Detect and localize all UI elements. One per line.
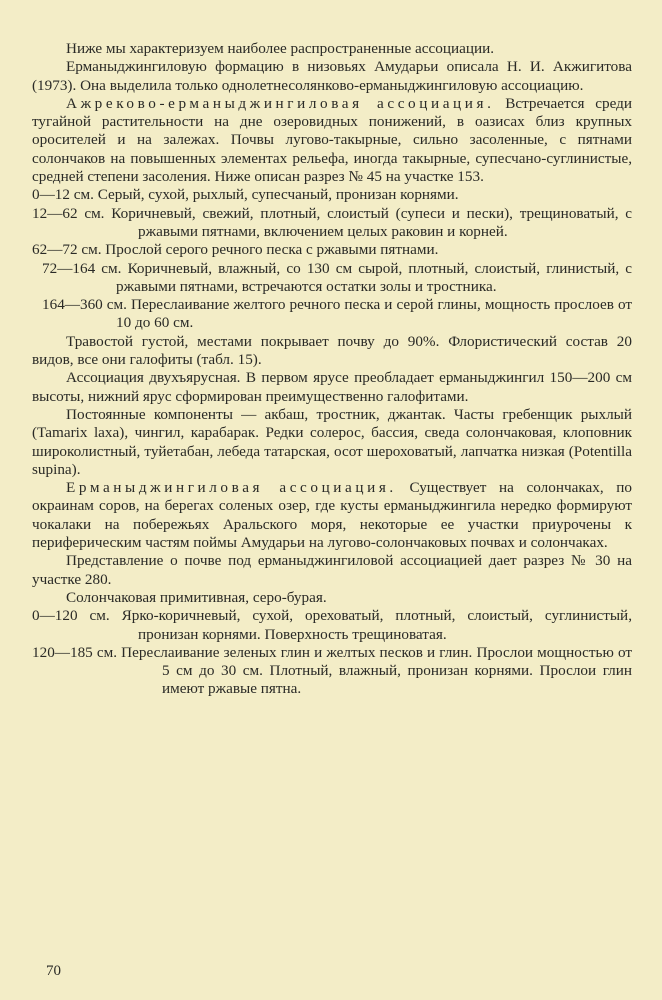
association-heading-erman: Ерманыджингиловая ассоциация.: [66, 479, 397, 497]
paragraph-components: Постоянные компоненты — акбаш, тростник, джантак. Часты гребенщик рыхлый (Tamarix laxa), чингил, карабарак. Редки солерос, бассия, сведа солончаковая, клоповник широколистный, туйетабан, лебеда татарская, осот шероховатый, лапчатка низкая (Potentilla supina).: [32, 405, 632, 478]
paragraph-intro: Ниже мы характеризуем наиболее распространенные ассоциации.: [66, 40, 495, 57]
paragraph-soil-type: Солончаковая примитивная, серо-бурая.: [66, 588, 327, 606]
soil-horizon-0-120: 0—120 см. Ярко-коричневый, сухой, ореховатый, плотный, слоистый, суглинистый, пронизан корнями. Поверхность трещиноватая.: [32, 607, 632, 643]
paragraph-erman-association: [32, 479, 632, 552]
page-number: 70: [46, 963, 61, 979]
paragraph-soil-intro: Представление о почве под ерманыджингиловой ассоциацией дает разрез № 30 на участке 280.: [32, 552, 632, 588]
soil-horizon-164-360: 164—360 см. Переслаивание желтого речного песка и серой глины, мощность прослоев от 10 до 60 см.: [42, 296, 632, 332]
paragraph-two-tiers: Ассоциация двухъярусная. В первом ярусе преобладает ерманыджингил 150—200 см высоты, нижний ярус сформирован преимущественно галофитами.: [32, 369, 632, 405]
soil-horizon-62-72: 62—72 см. Прослой серого речного песка с ржавыми пятнами.: [32, 241, 439, 259]
association-heading-ajrek: Ажреково-ерманыджингиловая ассоциация.: [66, 94, 495, 112]
paragraph-ajrek-association: [32, 95, 632, 186]
soil-horizon-0-12: 0—12 см. Серый, сухой, рыхлый, супесчаный, пронизан корнями.: [32, 186, 459, 204]
paragraph-formation: Ерманыджингиловую формацию в низовьях Амударьи описала Н. И. Акжигитова (1973). Она выделила только однолетнесолянково-ерманыджингиловую ассоциацию.: [32, 58, 632, 94]
soil-horizon-12-62: 12—62 см. Коричневый, свежий, плотный, слоистый (супеси и пески), трещиноватый, с ржавыми пятнами, включением целых раковин и корней.: [32, 204, 632, 240]
association-text-erman: Существует на солончаках, по окраинам соров, на берегах соленых озер, где кусты ерманыджингила нередко формируют чокалаки на побережьях Аральского моря, некоторые ее участки приурочены к периферическим частям поймы Амударьи на лугово-солончаковых почвах и солончаках.: [32, 479, 632, 552]
association-text-ajrek: Встречается среди тугайной растительности на дне озеровидных понижений, в оазисах близ крупных оросителей и на залежах. Почвы лугово-такырные, сильно засоленные, с пятнами солончаков на повышенных элементах рельефа, иногда такырные, супесчано-суглинистые, средней степени засоления. Ниже описан разрез № 45 на участке 153.: [32, 94, 632, 186]
soil-horizon-120-185: 120—185 см. Переслаивание зеленых глин и желтых песков и глин. Прослои мощностью от 5 см до 30 см. Плотный, влажный, пронизан корнями. Прослои глин имеют ржавые пятна.: [32, 643, 632, 698]
soil-horizon-72-164: 72—164 см. Коричневый, влажный, со 130 см сырой, плотный, слоистый, глинистый, с ржавыми пятнами, встречаются остатки золы и тростника.: [42, 259, 632, 295]
paragraph-grass-cover: Травостой густой, местами покрывает почву до 90%. Флористический состав 20 видов, все они галофиты (табл. 15).: [32, 332, 632, 369]
